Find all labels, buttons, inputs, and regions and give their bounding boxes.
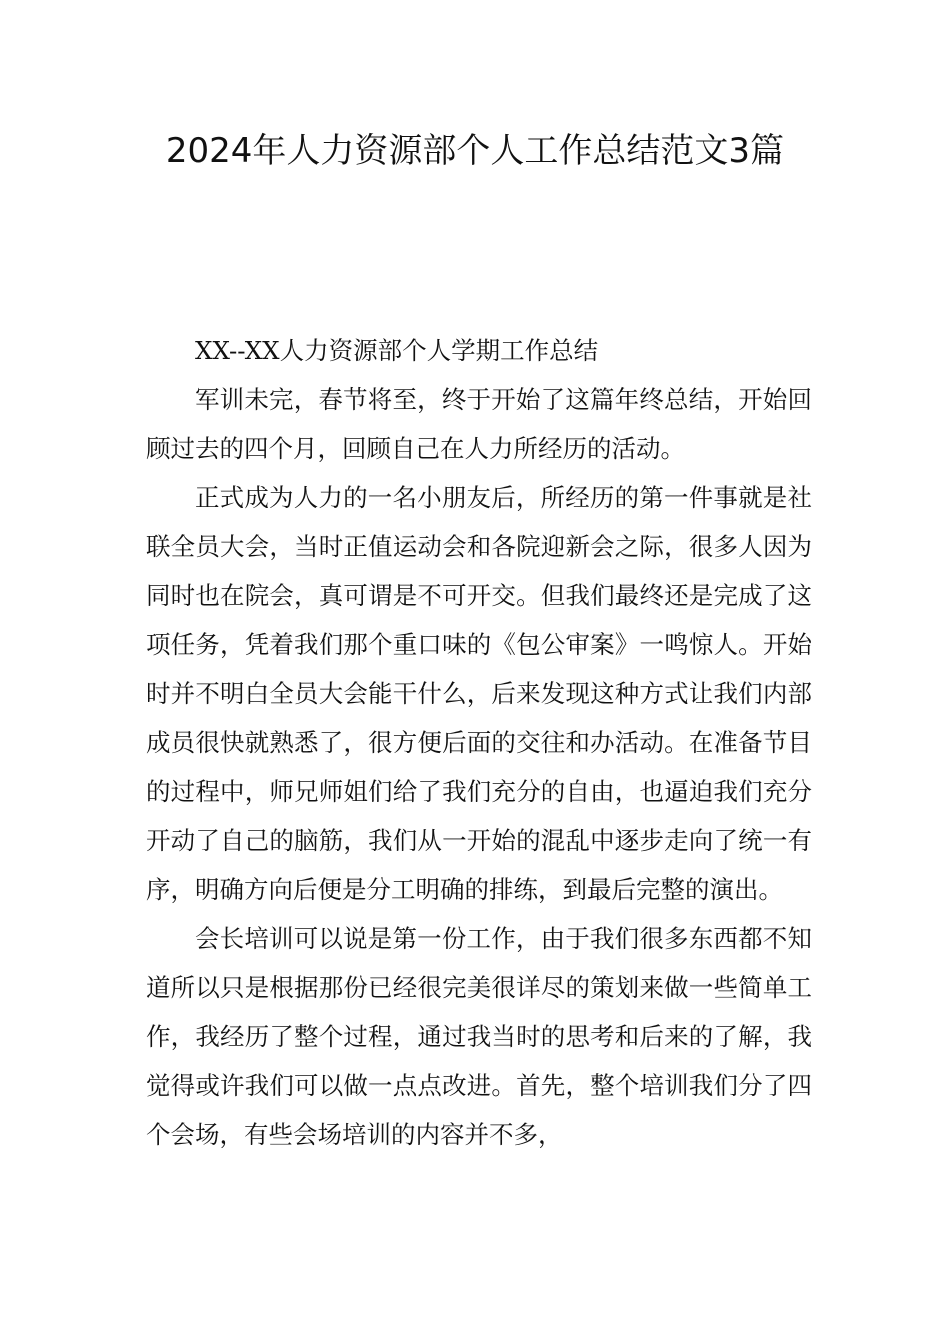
document-subtitle: XX--XX人力资源部个人学期工作总结 <box>195 336 599 365</box>
document-title: 2024年人力资源部个人工作总结范文3篇 <box>165 131 785 171</box>
paragraph: 正式成为人力的一名小朋友后，所经历的第一件事就是社联全员大会，当时正值运动会和各院迎新会之际，很多人因为同时也在院会，真可谓是不可开交。但我们最终还是完成了这项任务，凭着我们那个重口味的《包公审案》一鸣惊人。开始时并不明白全员大会能干什么，后来发现这种方式让我们内部成员很快就熟悉了，很方便后面的交往和办活动。在准备节目的过程中，师兄师姐们给了我们充分的自由，也逼迫我们充分开动了自己的脑筋，我们从一开始的混乱中逐步走向了统一有序，明确方向后便是分工明确的排练，到最后完整的演出。 <box>146 483 812 904</box>
paragraph: 军训未完，春节将至，终于开始了这篇年终总结，开始回顾过去的四个月，回顾自己在人力所经历的活动。 <box>146 385 812 463</box>
paragraph: 会长培训可以说是第一份工作，由于我们很多东西都不知道所以只是根据那份已经很完美很详尽的策划来做一些简单工作，我经历了整个过程，通过我当时的思考和后来的了解，我觉得或许我们可以做一点点改进。首先，整个培训我们分了四个会场，有些会场培训的内容并不多， <box>146 924 812 1149</box>
document-body <box>146 326 812 1159</box>
